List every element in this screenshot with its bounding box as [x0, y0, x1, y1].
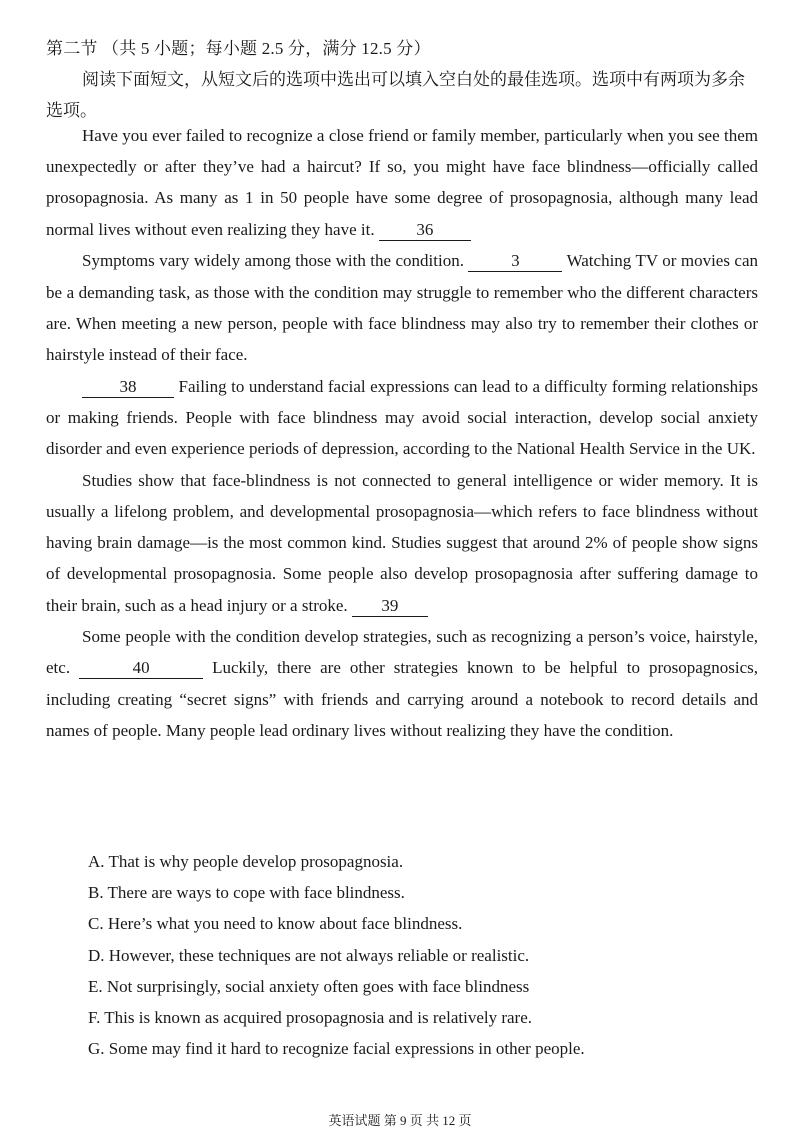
option-e: E. Not surprisingly, social anxiety often goes with face blindness: [88, 976, 530, 996]
option-f: F. This is known as acquired prosopagnosia and is relatively rare.: [88, 1008, 533, 1028]
paragraph-1: [46, 120, 758, 245]
paragraph-2-text-before: Symptoms vary widely among those with the condition.: [82, 251, 464, 271]
paragraph-4-text: Studies show that face-blindness is not connected to general intelligence or wider memory. It is usually a lifelong problem, and developmental prosopagnosia—which refers to face blindness without having brain damage—is the most common kind. Studies suggest that around 2% of people show signs of developmental prosopagnosia. Some people also develop prosopagnosia after suffering damage to their brain, such as a head injury or a stroke.: [46, 470, 758, 615]
blank-37: 3: [468, 251, 562, 272]
paragraph-1-text: Have you ever failed to recognize a close friend or family member, particularly when you see them unexpectedly or after they’ve had a haircut? If so, you might have face blindness—officially called prosopagnosia. As many as 1 in 50 people have some degree of prosopagnosia, although many lead normal lives without even realizing they have it.: [46, 126, 758, 239]
reading-passage: [46, 120, 758, 746]
paragraph-4: [46, 465, 758, 621]
option-c: C. Here’s what you need to know about face blindness.: [88, 914, 463, 934]
paragraph-2: [46, 245, 758, 370]
blank-40: 40: [79, 658, 203, 679]
paragraph-5-text-after: Luckily, there are other strategies known to be helpful to prosopagnosics, including creating “secret signs” with friends and carrying around a notebook to record details and names of people. Many people lead ordinary lives without realizing they have the condition.: [46, 658, 759, 740]
section-title: 第二节 （共 5 小题；每小题 2.5 分，满分 12.5 分）: [46, 39, 431, 58]
paragraph-5: [46, 621, 758, 746]
page-footer: 英语试题 第 9 页 共 12 页: [328, 1113, 472, 1128]
paragraph-3: [46, 371, 758, 465]
option-g: G. Some may find it hard to recognize facial expressions in other people.: [88, 1039, 585, 1059]
option-b: B. There are ways to cope with face blindness.: [88, 883, 405, 903]
answer-options: [88, 846, 768, 1064]
paragraph-5-text-before: Some people with the condition develop strategies, such as recognizing a person’s voice, hairstyle, etc.: [46, 627, 758, 678]
option-a: A. That is why people develop prosopagnosia.: [88, 852, 404, 871]
blank-38: 38: [82, 377, 174, 398]
paragraph-2-text-after: Watching TV or movies can be a demanding task, as those with the condition may struggle to remember who the different characters are. When meeting a new person, people with face blindness may also try to remember their clothes or hairstyle instead of their face.: [46, 251, 758, 364]
paragraph-3-text-after: Failing to understand facial expressions can lead to a difficulty forming relationships or making friends. People with face blindness may avoid social interaction, develop social anxiety disorder and even experience periods of depression, according to the National Health Service in the UK.: [46, 376, 759, 459]
blank-36: 36: [379, 220, 471, 241]
option-d: D. However, these techniques are not always reliable or realistic.: [88, 945, 530, 965]
section-instructions: 阅读下面短文，从短文后的选项中选出可以填入空白处的最佳选项。选项中有两项为多余选项。: [46, 70, 745, 120]
blank-39: 39: [352, 596, 428, 617]
